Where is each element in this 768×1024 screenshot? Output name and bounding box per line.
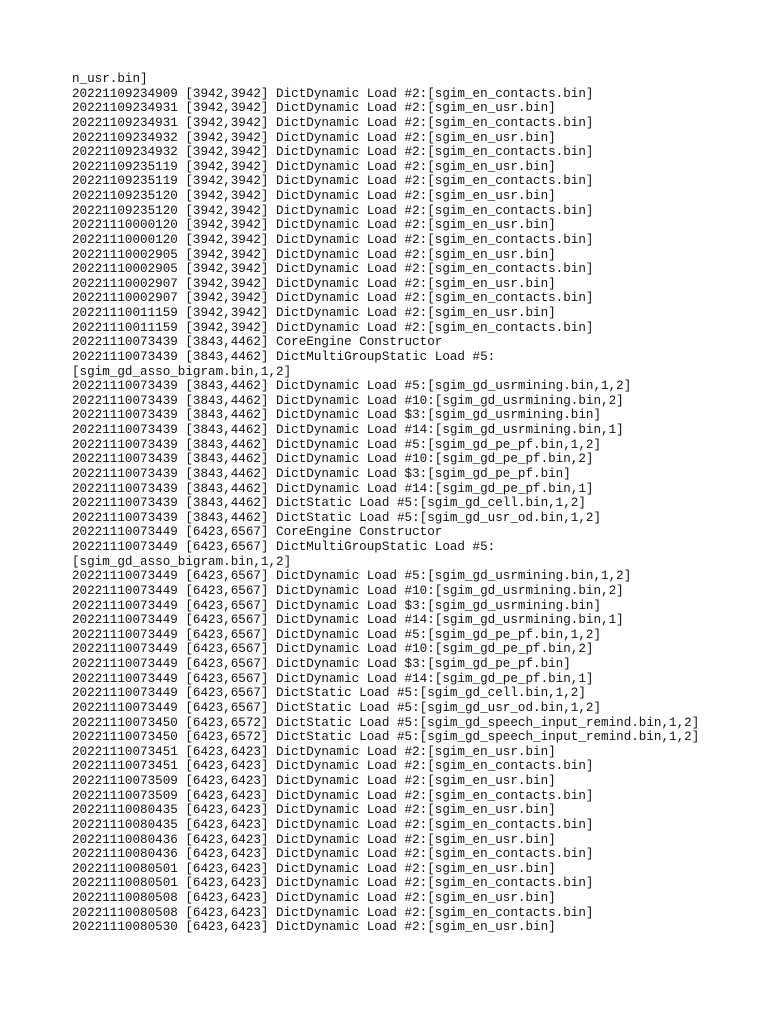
log-line: 20221110080435 [6423,6423] DictDynamic Load #2:[sgim_en_contacts.bin] bbox=[72, 817, 594, 832]
log-line: 20221110080508 [6423,6423] DictDynamic Load #2:[sgim_en_usr.bin] bbox=[72, 891, 556, 905]
log-line: 20221110073439 [3843,4462] DictDynamic Load #14:[sgim_gd_usrmining.bin,1] bbox=[72, 423, 624, 437]
log-line: 20221110073439 [3843,4462] DictStatic Load #5:[sgim_gd_usr_od.bin,1,2] bbox=[72, 510, 602, 525]
log-line: 20221110073450 [6423,6572] DictStatic Load #5:[sgim_gd_speech_input_remind.bin,1,2] bbox=[72, 715, 700, 730]
log-line: 20221110073449 [6423,6567] DictStatic Load #5:[sgim_gd_usr_od.bin,1,2] bbox=[72, 700, 602, 715]
log-line: 20221110002907 [3942,3942] DictDynamic Load #2:[sgim_en_contacts.bin] bbox=[72, 291, 594, 306]
log-line: 20221110073509 [6423,6423] DictDynamic Load #2:[sgim_en_usr.bin] bbox=[72, 774, 556, 788]
log-line: 20221110073449 [6423,6567] DictMultiGroupStatic Load #5: bbox=[72, 540, 496, 554]
log-line: 20221110073449 [6423,6567] DictDynamic Load $3:[sgim_gd_usrmining.bin] bbox=[72, 598, 602, 613]
log-line: 20221109234932 [3942,3942] DictDynamic Load #2:[sgim_en_usr.bin] bbox=[72, 130, 556, 145]
log-line: 20221110073509 [6423,6423] DictDynamic Load #2:[sgim_en_contacts.bin] bbox=[72, 788, 594, 803]
log-line: 20221110080501 [6423,6423] DictDynamic Load #2:[sgim_en_contacts.bin] bbox=[72, 876, 594, 891]
log-line: 20221110073439 [3843,4462] DictDynamic Load #14:[sgim_gd_pe_pf.bin,1] bbox=[72, 481, 594, 496]
log-line: 20221110073449 [6423,6567] DictDynamic Load $3:[sgim_gd_pe_pf.bin] bbox=[72, 657, 571, 671]
log-line: 20221110073439 [3843,4462] DictDynamic Load #10:[sgim_gd_pe_pf.bin,2] bbox=[72, 452, 594, 467]
log-line: 20221109235120 [3942,3942] DictDynamic Load #2:[sgim_en_contacts.bin] bbox=[72, 203, 594, 218]
log-line: 20221109234932 [3942,3942] DictDynamic Load #2:[sgim_en_contacts.bin] bbox=[72, 145, 594, 160]
log-line: 20221110080530 [6423,6423] DictDynamic Load #2:[sgim_en_usr.bin] bbox=[72, 920, 556, 935]
log-line: 20221110073439 [3843,4462] DictStatic Load #5:[sgim_gd_cell.bin,1,2] bbox=[72, 496, 586, 511]
log-line: 20221110073449 [6423,6567] DictDynamic Load #10:[sgim_gd_pe_pf.bin,2] bbox=[72, 642, 594, 657]
log-line: 20221110073449 [6423,6567] DictDynamic Load #14:[sgim_gd_usrmining.bin,1] bbox=[72, 613, 624, 628]
log-line: 20221110073439 [3843,4462] DictMultiGroupStatic Load #5: bbox=[72, 349, 496, 364]
log-line: 20221110073439 [3843,4462] DictDynamic Load #5:[sgim_gd_pe_pf.bin,1,2] bbox=[72, 437, 602, 452]
log-text-block bbox=[72, 72, 699, 935]
log-line: 20221109235120 [3942,3942] DictDynamic Load #2:[sgim_en_usr.bin] bbox=[72, 189, 556, 203]
log-line: 20221110073449 [6423,6567] DictDynamic Load #14:[sgim_gd_pe_pf.bin,1] bbox=[72, 671, 594, 686]
log-line: 20221109234931 [3942,3942] DictDynamic Load #2:[sgim_en_contacts.bin] bbox=[72, 115, 594, 130]
log-line: 20221110073439 [3843,4462] DictDynamic Load $3:[sgim_gd_usrmining.bin] bbox=[72, 408, 602, 423]
log-line: n_usr.bin] bbox=[72, 72, 148, 86]
log-line: 20221110080435 [6423,6423] DictDynamic Load #2:[sgim_en_usr.bin] bbox=[72, 803, 556, 818]
log-line: 20221110080436 [6423,6423] DictDynamic Load #2:[sgim_en_usr.bin] bbox=[72, 832, 556, 847]
log-line: 20221110073439 [3843,4462] CoreEngine Constructor bbox=[72, 335, 443, 350]
log-line: 20221110002907 [3942,3942] DictDynamic Load #2:[sgim_en_usr.bin] bbox=[72, 276, 556, 291]
log-line: 20221109234931 [3942,3942] DictDynamic Load #2:[sgim_en_usr.bin] bbox=[72, 101, 556, 116]
log-line: 20221110073451 [6423,6423] DictDynamic Load #2:[sgim_en_contacts.bin] bbox=[72, 759, 594, 774]
log-line: 20221110073449 [6423,6567] DictStatic Load #5:[sgim_gd_cell.bin,1,2] bbox=[72, 686, 586, 701]
log-line: 20221110080436 [6423,6423] DictDynamic Load #2:[sgim_en_contacts.bin] bbox=[72, 847, 594, 862]
log-line: 20221109235119 [3942,3942] DictDynamic Load #2:[sgim_en_usr.bin] bbox=[72, 159, 556, 174]
log-line: 20221110073449 [6423,6567] DictDynamic Load #10:[sgim_gd_usrmining.bin,2] bbox=[72, 583, 624, 598]
log-line: [sgim_gd_asso_bigram.bin,1,2] bbox=[72, 554, 292, 569]
log-line: 20221110002905 [3942,3942] DictDynamic Load #2:[sgim_en_usr.bin] bbox=[72, 247, 556, 262]
log-line: 20221110073449 [6423,6567] CoreEngine Constructor bbox=[72, 525, 443, 540]
log-line: 20221110073449 [6423,6567] DictDynamic Load #5:[sgim_gd_usrmining.bin,1,2] bbox=[72, 569, 632, 584]
log-line: 20221110080508 [6423,6423] DictDynamic Load #2:[sgim_en_contacts.bin] bbox=[72, 905, 594, 920]
log-line: 20221110002905 [3942,3942] DictDynamic Load #2:[sgim_en_contacts.bin] bbox=[72, 262, 594, 277]
log-line: 20221110000120 [3942,3942] DictDynamic Load #2:[sgim_en_usr.bin] bbox=[72, 218, 556, 233]
log-line: 20221110080501 [6423,6423] DictDynamic Load #2:[sgim_en_usr.bin] bbox=[72, 861, 556, 876]
log-line: 20221110073449 [6423,6567] DictDynamic Load #5:[sgim_gd_pe_pf.bin,1,2] bbox=[72, 627, 602, 642]
log-line: 20221110011159 [3942,3942] DictDynamic Load #2:[sgim_en_usr.bin] bbox=[72, 306, 556, 320]
log-line: 20221110011159 [3942,3942] DictDynamic Load #2:[sgim_en_contacts.bin] bbox=[72, 320, 594, 335]
log-line: 20221110000120 [3942,3942] DictDynamic Load #2:[sgim_en_contacts.bin] bbox=[72, 232, 594, 247]
log-line: 20221110073450 [6423,6572] DictStatic Load #5:[sgim_gd_speech_input_remind.bin,1,2] bbox=[72, 730, 700, 745]
log-line: 20221110073439 [3843,4462] DictDynamic Load #5:[sgim_gd_usrmining.bin,1,2] bbox=[72, 379, 632, 394]
log-line: 20221109235119 [3942,3942] DictDynamic Load #2:[sgim_en_contacts.bin] bbox=[72, 174, 594, 189]
log-line: [sgim_gd_asso_bigram.bin,1,2] bbox=[72, 364, 292, 379]
log-line: 20221110073439 [3843,4462] DictDynamic Load #10:[sgim_gd_usrmining.bin,2] bbox=[72, 393, 624, 408]
log-line: 20221110073439 [3843,4462] DictDynamic Load $3:[sgim_gd_pe_pf.bin] bbox=[72, 466, 571, 481]
log-line: 20221109234909 [3942,3942] DictDynamic Load #2:[sgim_en_contacts.bin] bbox=[72, 86, 594, 101]
log-line: 20221110073451 [6423,6423] DictDynamic Load #2:[sgim_en_usr.bin] bbox=[72, 744, 556, 759]
